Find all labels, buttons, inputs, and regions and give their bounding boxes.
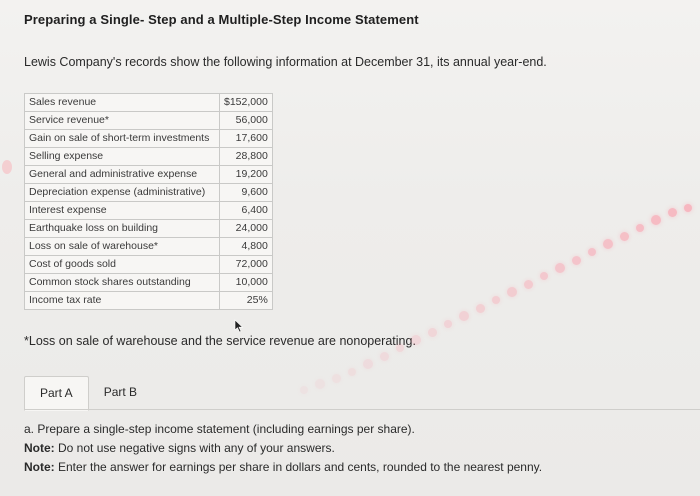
record-value: 19,200 bbox=[220, 166, 273, 184]
instructions bbox=[24, 420, 542, 477]
table-row bbox=[25, 238, 273, 256]
record-label: Sales revenue bbox=[25, 94, 220, 112]
glare-dot bbox=[332, 374, 341, 383]
record-value: 4,800 bbox=[220, 238, 273, 256]
record-label: Interest expense bbox=[25, 202, 220, 220]
record-value: 6,400 bbox=[220, 202, 273, 220]
tab-divider bbox=[24, 409, 700, 410]
record-value: 25% bbox=[220, 292, 273, 310]
note-line bbox=[24, 458, 542, 477]
note-text: Enter the answer for earnings per share in dollars and cents, rounded to the nearest penny. bbox=[54, 460, 543, 474]
glare-dot bbox=[492, 296, 500, 304]
record-value: 10,000 bbox=[220, 274, 273, 292]
glare-dot bbox=[540, 272, 548, 280]
table-row bbox=[25, 130, 273, 148]
record-label: Income tax rate bbox=[25, 292, 220, 310]
note-label: Note: bbox=[24, 441, 55, 455]
glare-dot bbox=[363, 359, 373, 369]
page-title: Preparing a Single- Step and a Multiple-Step Income Statement bbox=[24, 12, 419, 27]
table-row bbox=[25, 166, 273, 184]
glare-dot bbox=[524, 280, 533, 289]
record-value: 17,600 bbox=[220, 130, 273, 148]
glare-dot bbox=[651, 215, 661, 225]
record-value: 24,000 bbox=[220, 220, 273, 238]
glare-dot bbox=[572, 256, 581, 265]
instruction-line: a. Prepare a single-step income statement (including earnings per share). bbox=[24, 422, 415, 436]
record-label: Service revenue* bbox=[25, 112, 220, 130]
table-row bbox=[25, 112, 273, 130]
glare-dot bbox=[444, 320, 452, 328]
record-label: General and administrative expense bbox=[25, 166, 220, 184]
record-label: Cost of goods sold bbox=[25, 256, 220, 274]
glare-dot bbox=[507, 287, 517, 297]
glare-dot bbox=[300, 386, 308, 394]
table-row bbox=[25, 184, 273, 202]
glare-dot bbox=[428, 328, 437, 337]
record-label: Selling expense bbox=[25, 148, 220, 166]
record-value: 72,000 bbox=[220, 256, 273, 274]
record-label: Depreciation expense (administrative) bbox=[25, 184, 220, 202]
record-label: Earthquake loss on building bbox=[25, 220, 220, 238]
glare-dot bbox=[620, 232, 629, 241]
table-row bbox=[25, 256, 273, 274]
records-table bbox=[24, 93, 273, 310]
table-row bbox=[25, 220, 273, 238]
table-row bbox=[25, 274, 273, 292]
record-value: 9,600 bbox=[220, 184, 273, 202]
glare-dot bbox=[684, 204, 692, 212]
tab-part-a[interactable]: Part A bbox=[24, 376, 89, 411]
glare-dot bbox=[555, 263, 565, 273]
record-value: $152,000 bbox=[220, 94, 273, 112]
glare-dot bbox=[588, 248, 596, 256]
table-row bbox=[25, 202, 273, 220]
note-text: Do not use negative signs with any of your answers. bbox=[54, 441, 335, 455]
table-row bbox=[25, 292, 273, 310]
note-label: Note: bbox=[24, 460, 55, 474]
record-label: Gain on sale of short-term investments bbox=[25, 130, 220, 148]
glare-dot bbox=[459, 311, 469, 321]
glare-dot bbox=[636, 224, 644, 232]
tab-part-b[interactable]: Part B bbox=[103, 385, 138, 399]
glare-dot bbox=[348, 368, 356, 376]
note-line bbox=[24, 439, 542, 458]
glare-dot bbox=[668, 208, 677, 217]
intro-text: Lewis Company's records show the following information at December 31, its annual year-end. bbox=[24, 55, 547, 69]
glare-dot bbox=[315, 379, 325, 389]
footnote-text: *Loss on sale of warehouse and the service revenue are nonoperating. bbox=[24, 334, 416, 348]
glare-dot bbox=[603, 239, 613, 249]
glare-dot bbox=[380, 352, 389, 361]
table-row bbox=[25, 148, 273, 166]
record-value: 28,800 bbox=[220, 148, 273, 166]
part-tabs bbox=[24, 376, 152, 410]
record-value: 56,000 bbox=[220, 112, 273, 130]
record-label: Loss on sale of warehouse* bbox=[25, 238, 220, 256]
record-label: Common stock shares outstanding bbox=[25, 274, 220, 292]
table-row bbox=[25, 94, 273, 112]
glare-dot bbox=[2, 160, 12, 174]
glare-dot bbox=[476, 304, 485, 313]
